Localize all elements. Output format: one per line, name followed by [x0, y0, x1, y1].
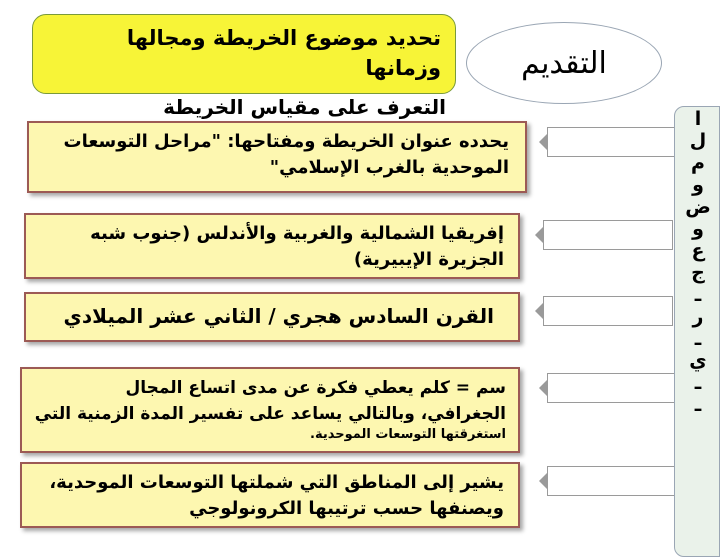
vertical-letter: ا [694, 108, 702, 130]
card-3-line-1: القرن السادس هجري / الثاني عشر الميلادي [63, 304, 494, 328]
card-map-scale [20, 367, 520, 453]
card-map-title [27, 121, 527, 193]
vertical-letter: ج [691, 262, 705, 284]
vertical-letter: و [692, 174, 704, 196]
card-5-line-1: يشير إلى المناطق التي شملتها التوسعات الموحدية، [49, 472, 504, 493]
map-scale-heading: التعرف على مقياس الخريطة [163, 95, 446, 119]
vertical-letter: ل [689, 130, 707, 152]
vertical-letter: م [691, 152, 705, 174]
arrow-left-icon [547, 127, 677, 157]
vertical-letter: ع [691, 240, 705, 262]
vertical-letter: ـ [694, 394, 702, 416]
arrow-left-icon [547, 373, 677, 403]
card-4-line-2: الجغرافي، وبالتالي يساعد على تفسير المدة الزمنية التي [34, 404, 506, 424]
arrow-left-icon [543, 296, 673, 326]
vertical-letter: و [692, 218, 704, 240]
vertical-letter: ر [692, 306, 704, 328]
card-1-line-1: يحدده عنوان الخريطة ومفتاحها: "مراحل التوسعات [63, 131, 509, 152]
vertical-letter: ـ [694, 328, 702, 350]
arrow-left-icon [547, 466, 677, 496]
vertical-letter: ي [689, 350, 707, 372]
vertical-letter: ـ [694, 284, 702, 306]
card-map-legend [20, 462, 520, 528]
card-5-line-2: ويصنفها حسب ترتيبها الكرونولوجي [189, 498, 504, 519]
vertical-letter: ض [685, 196, 711, 218]
arrow-left-icon [543, 220, 673, 250]
card-1-line-2: الموحدية بالغرب الإسلامي" [269, 157, 509, 178]
introduction-title-oval [466, 22, 662, 104]
card-4-line-3: استغرقتها التوسعات الموحدية. [310, 427, 506, 442]
vertical-letter: ـ [694, 372, 702, 394]
vertical-label-letters [676, 108, 720, 416]
card-map-period [24, 292, 520, 342]
topic-line-1: تحديد موضوع الخريطة ومجالها [126, 26, 441, 50]
topic-definition-box [32, 14, 456, 94]
card-4-line-1: سم = كلم يعطي فكرة عن مدى اتساع المجال [125, 378, 506, 398]
card-map-region [24, 213, 520, 279]
topic-line-2: وزمانها [365, 56, 441, 80]
introduction-title: التقديم [521, 45, 607, 81]
card-2-line-2: الجزيرة الإيبيرية) [353, 249, 504, 270]
card-2-line-1: إفريقيا الشمالية والغربية والأندلس (جنوب شبه [90, 223, 504, 244]
